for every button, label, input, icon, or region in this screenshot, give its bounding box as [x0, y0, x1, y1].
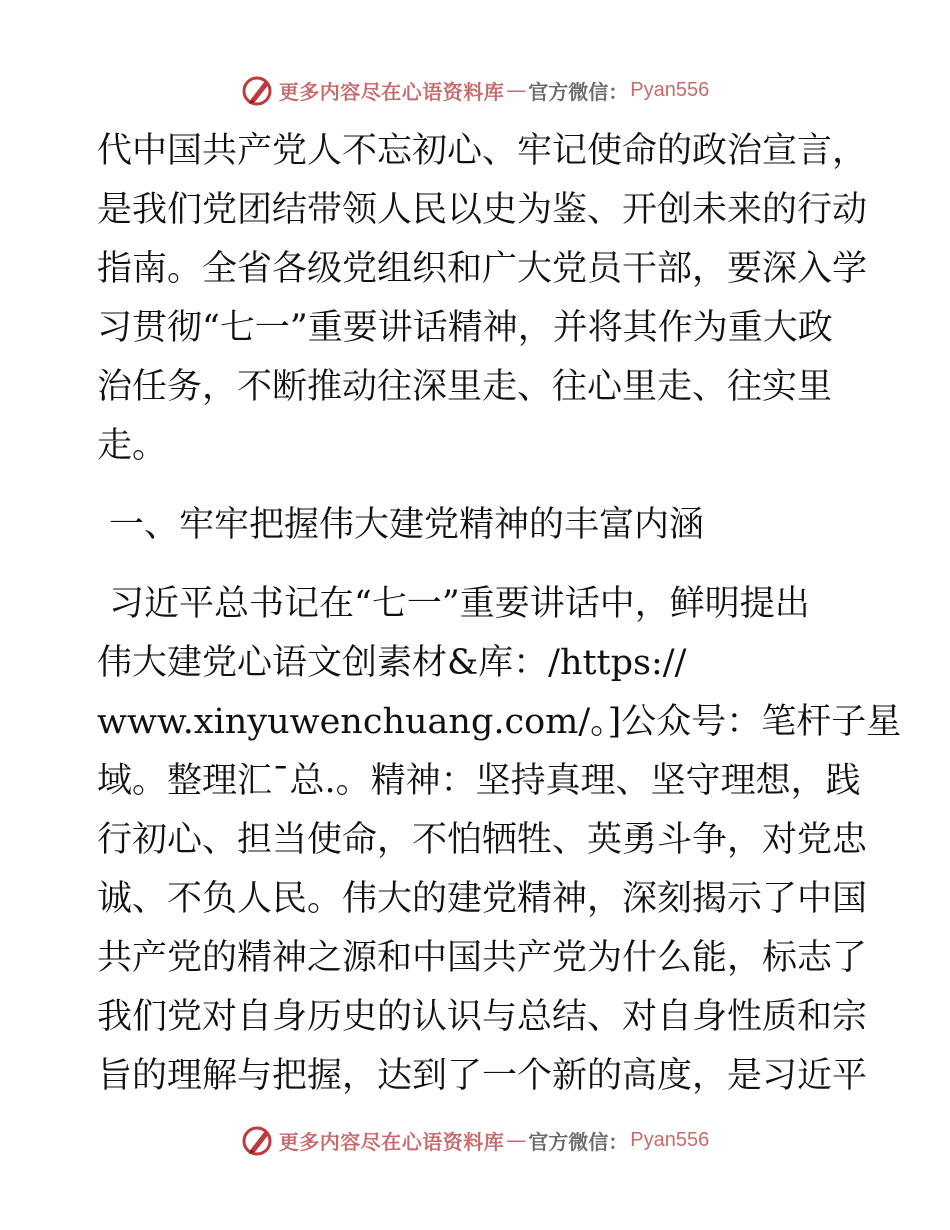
paragraph-2 [97, 575, 902, 1106]
text-line: 治任务，不断推动往深里走、往心里走、往实里 [97, 367, 833, 407]
text-line: 共产党的精神之源和中国共产党为什么能，标志了 [97, 938, 868, 978]
section-heading: 一、牢牢把握伟大建党精神的丰富内涵 [109, 505, 705, 545]
footer-watermark-banner [0, 1120, 950, 1160]
header-watermark-banner [0, 70, 950, 110]
text-line: 指南。全省各级党组织和广大党员干部，要深入学 [97, 249, 868, 289]
banner-main-text: 更多内容尽在心语资料库 [278, 79, 505, 104]
banner-wechat-label: 官方微信： [528, 79, 629, 104]
text-line: 诚、不负人民。伟大的建党精神，深刻揭示了中国 [97, 879, 868, 919]
text-line: 域。整理汇¯总.。精神：坚持真理、坚守理想，践 [97, 761, 861, 801]
banner-main-text: 更多内容尽在心语资料库 [278, 1129, 505, 1154]
text-line: 走。 [97, 426, 168, 466]
text-line: 行初心、担当使命，不怕牺牲、英勇斗争，对党忠 [97, 820, 868, 860]
banner-separator: — [506, 1128, 527, 1152]
paragraph-1 [97, 122, 867, 476]
document-body [97, 122, 902, 1106]
text-line: 我们党对自身历史的认识与总结、对自身性质和宗 [97, 997, 868, 1037]
pen-in-circle-icon [241, 1123, 275, 1157]
pen-in-circle-icon [241, 73, 275, 107]
text-line: 旨的理解与把握，达到了一个新的高度，是习近平 [97, 1056, 868, 1096]
banner-wechat-label: 官方微信： [528, 1129, 629, 1154]
text-line: www.xinyuwenchuang.com/。]公众号：笔杆子星 [97, 702, 902, 742]
banner-wechat-account: Pyan556 [630, 1128, 710, 1151]
text-line: 习近平总书记在“七一”重要讲话中，鲜明提出 [109, 584, 810, 624]
text-line: 伟大建党心语文创素材&库：/https:// [97, 643, 687, 683]
banner-separator: — [506, 78, 527, 102]
banner-wechat-account: Pyan556 [630, 78, 710, 101]
text-line: 习贯彻“七一”重要讲话精神，并将其作为重大政 [97, 308, 833, 348]
text-line: 代中国共产党人不忘初心、牢记使命的政治宣言， [97, 131, 868, 171]
text-line: 是我们党团结带领人民以史为鉴、开创未来的行动 [97, 190, 868, 230]
